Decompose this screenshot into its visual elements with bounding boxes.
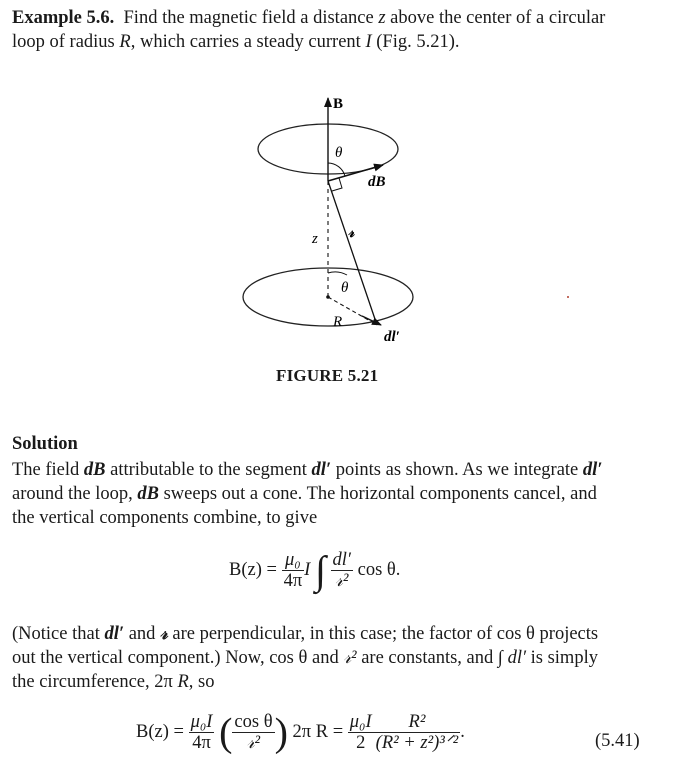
eq1-coef-num: μ₀ xyxy=(282,550,305,571)
solution-l1-a: The field xyxy=(12,460,84,480)
solution-heading: Solution xyxy=(12,434,78,454)
theta-arc-bottom xyxy=(328,272,347,275)
equation-1 xyxy=(229,547,401,593)
solution-l1-dl: dl′ xyxy=(311,460,332,480)
eq1-integral: ∫ xyxy=(314,547,326,593)
solution-l1-dl2: dl′ xyxy=(582,460,603,480)
eq1-current: I xyxy=(304,559,311,580)
notice-l2-r2: 𝓇² xyxy=(343,648,357,668)
example-line2-c: (Fig. 5.21). xyxy=(371,32,460,52)
notice-l1-c: are perpendicular, in this case; the factor of cos θ projects xyxy=(167,624,599,644)
notice-l1-a: (Notice that xyxy=(12,624,105,644)
notice-l2-c: is simply xyxy=(526,648,598,668)
label-B: B xyxy=(333,96,344,112)
notice-l3-a: the circumference, 2π xyxy=(12,672,178,692)
label-dl-prime: dl′ xyxy=(384,329,400,345)
eq2-frac-2 xyxy=(232,712,274,753)
eq2-f2-den: 𝓇² xyxy=(246,733,261,753)
solution-l1-dB: dB xyxy=(83,460,106,480)
eq1-int-num: dl′ xyxy=(332,550,351,570)
notice-l3-b: , so xyxy=(188,672,215,692)
eq2-frac-4 xyxy=(374,712,461,753)
eq2-f2-num: cos θ xyxy=(234,712,273,732)
var-R: R xyxy=(119,32,131,52)
solution-l2-b: sweeps out a cone. The horizontal components cancel, and xyxy=(158,484,597,504)
eq2-f1-num: μ₀I xyxy=(190,712,213,732)
solution-l2-a: around the loop, xyxy=(12,484,138,504)
notice-l2-b: are constants, and ∫ xyxy=(356,648,508,668)
equation-2 xyxy=(136,709,465,755)
eq1-int-den: 𝓇² xyxy=(335,571,349,591)
eq2-f4-den: (R² + z²)³ᐟ² xyxy=(375,733,459,753)
notice-text xyxy=(12,622,660,694)
label-z: z xyxy=(312,231,318,247)
example-text-b: above the center of a circular xyxy=(385,8,606,28)
eq2-rparen: ) xyxy=(274,709,288,755)
eq2-f1-den: 4π xyxy=(192,733,211,753)
example-line2-b: , which carries a steady current xyxy=(130,32,366,52)
equation-number: (5.41) xyxy=(595,731,640,751)
var-z: z xyxy=(378,8,386,28)
eq2-frac-1 xyxy=(189,712,215,753)
eq2-frac-3 xyxy=(348,712,374,753)
solution-text xyxy=(12,458,660,530)
notice-l2-a: out the vertical component.) Now, cos θ and xyxy=(12,648,344,668)
notice-l2-dl: dl′ xyxy=(507,648,526,668)
notice-l1-dl: dl′ xyxy=(104,624,125,644)
eq2-f3-num: μ₀I xyxy=(349,712,372,732)
label-theta-bottom: θ xyxy=(341,280,349,296)
separation-vector-line xyxy=(328,181,377,325)
example-line2-a: loop of radius xyxy=(12,32,120,52)
solution-l2-dB: dB xyxy=(137,484,159,504)
figure-5-21 xyxy=(0,0,680,360)
eq2-f4-num: R² xyxy=(374,712,461,733)
label-R: R xyxy=(333,314,343,330)
example-text-a: Find the magnetic field a distance xyxy=(123,8,379,28)
notice-l1-r: 𝓇 xyxy=(160,624,168,644)
example-label: Example 5.6. xyxy=(12,8,115,28)
notice-l1-b: and xyxy=(124,624,161,644)
eq1-lhs: B(z) = xyxy=(229,559,277,580)
figure-caption: FIGURE 5.21 xyxy=(276,366,379,385)
eq2-trail: . xyxy=(460,721,465,742)
eq1-int-fraction xyxy=(331,550,353,591)
eq1-trail: cos θ. xyxy=(357,559,401,580)
solution-l1-b: attributable to the segment xyxy=(105,460,312,480)
eq2-lparen: ( xyxy=(219,709,233,755)
loop-center-dot xyxy=(326,295,330,299)
label-dB: dB xyxy=(368,174,386,190)
solution-l1-c: points as shown. As we integrate xyxy=(331,460,583,480)
var-I: I xyxy=(365,32,372,52)
eq2-f3-den: 2 xyxy=(356,733,366,753)
label-script-r: 𝓇 xyxy=(348,225,355,241)
eq2-mid: 2π R = xyxy=(292,721,344,742)
notice-l3-R: R xyxy=(177,672,189,692)
eq1-coef-den: 4π xyxy=(283,571,303,591)
solution-l3: the vertical components combine, to give xyxy=(12,508,318,528)
eq2-lhs: B(z) = xyxy=(136,721,184,742)
label-theta-top: θ xyxy=(335,145,343,161)
eq1-coef-fraction xyxy=(282,550,305,591)
stray-dot xyxy=(567,296,569,298)
